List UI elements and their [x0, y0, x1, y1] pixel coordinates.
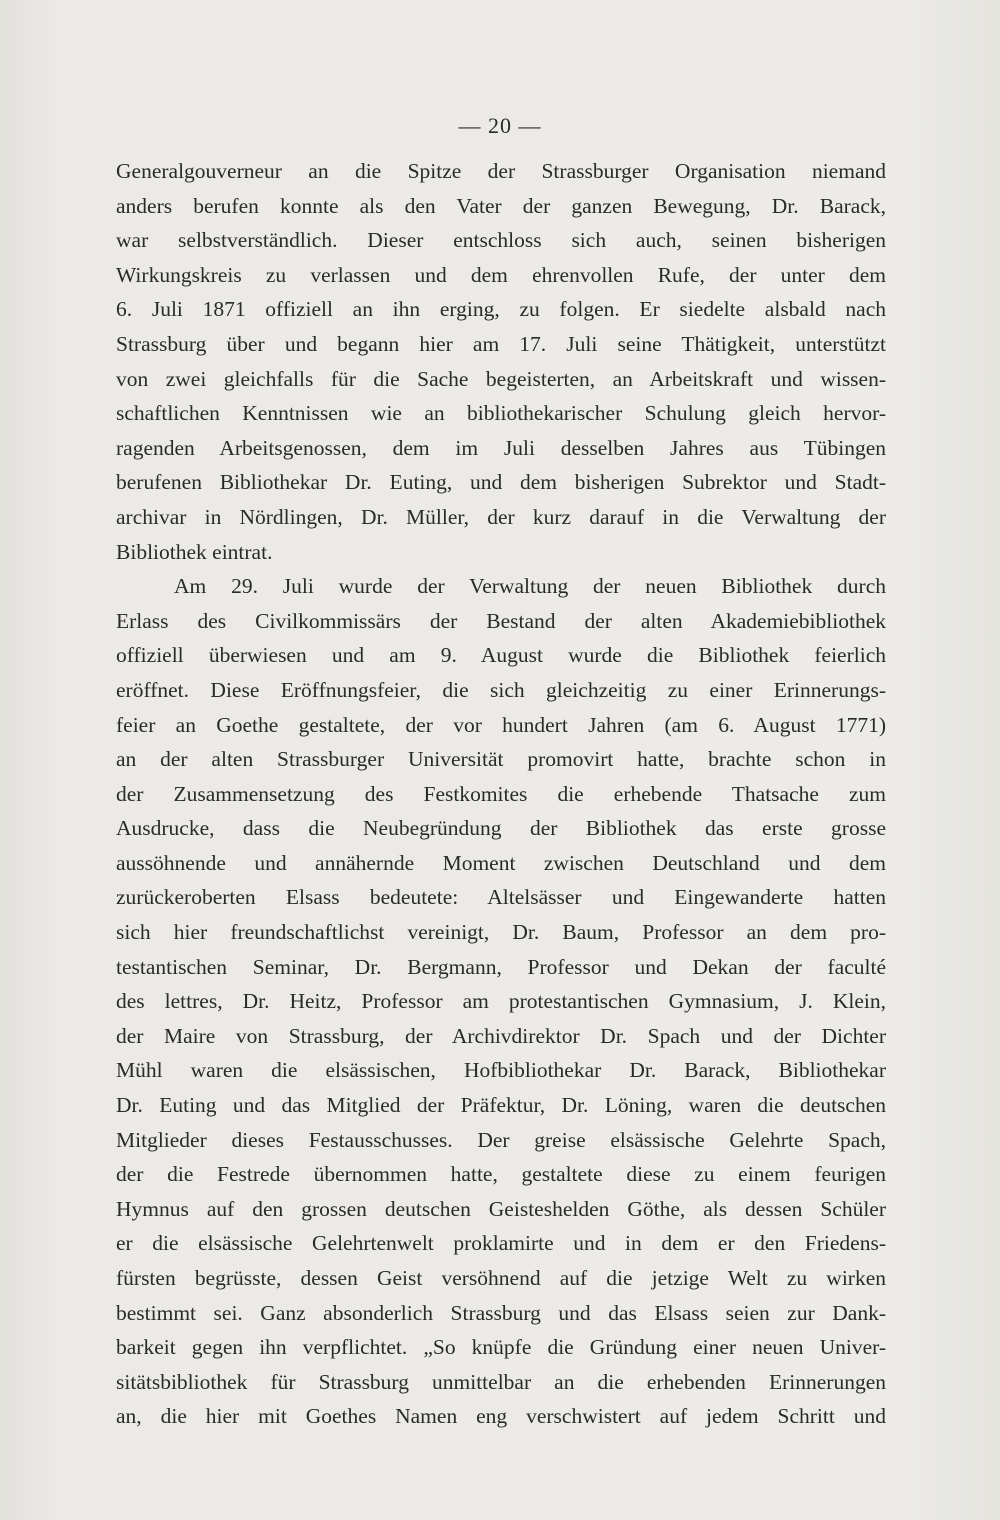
text-line: zurückeroberten Elsass bedeutete: Altelsässer und Eingewanderte hatten — [116, 885, 886, 910]
text-line: offiziell überwiesen und am 9. August wurde die Bibliothek feierlich — [116, 643, 886, 668]
text-line: Mühl waren die elsässischen, Hofbibliothekar Dr. Barack, Bibliothekar — [116, 1058, 886, 1083]
text-line: archivar in Nördlingen, Dr. Müller, der kurz darauf in die Verwaltung der — [116, 504, 886, 529]
text-line: war selbstverständlich. Dieser entschloss sich auch, seinen bisherigen — [116, 228, 886, 253]
page-number: — 20 — — [458, 113, 542, 138]
text-line: aussöhnende und annähernde Moment zwischen Deutschland und dem — [116, 850, 886, 875]
text-line: Mitglieder dieses Festausschusses. Der greise elsässische Gelehrte Spach, — [116, 1127, 886, 1152]
paragraph-1 — [116, 154, 886, 569]
text-line: Am 29. Juli wurde der Verwaltung der neuen Bibliothek durch — [174, 574, 886, 599]
text-line: an der alten Strassburger Universität promovirt hatte, brachte schon in — [116, 747, 886, 772]
text-line: des lettres, Dr. Heitz, Professor am protestantischen Gymnasium, J. Klein, — [116, 989, 886, 1014]
text-line: Bibliothek eintrat. — [116, 539, 273, 564]
text-line: Strassburg über und begann hier am 17. Juli seine Thätigkeit, unterstützt — [116, 331, 886, 356]
text-line: barkeit gegen ihn verpflichtet. „So knüpfe die Gründung einer neuen Univer- — [116, 1335, 886, 1360]
text-line: testantischen Seminar, Dr. Bergmann, Professor und Dekan der faculté — [116, 954, 886, 979]
text-line: schaftlichen Kenntnissen wie an bibliothekarischer Schulung gleich hervor- — [116, 401, 886, 426]
paragraph-2 — [116, 569, 886, 1434]
text-line: ragenden Arbeitsgenossen, dem im Juli desselben Jahres aus Tübingen — [116, 435, 886, 460]
text-line: sich hier freundschaftlichst vereinigt, Dr. Baum, Professor an dem pro- — [116, 920, 886, 945]
text-line: Dr. Euting und das Mitglied der Präfektur, Dr. Löning, waren die deutschen — [116, 1093, 886, 1118]
text-line: der Zusammensetzung des Festkomites die erhebende Thatsache zum — [116, 781, 886, 806]
text-line: Wirkungskreis zu verlassen und dem ehrenvollen Rufe, der unter dem — [116, 262, 886, 287]
text-line: an, die hier mit Goethes Namen eng verschwistert auf jedem Schritt und — [116, 1404, 886, 1429]
text-line: 6. Juli 1871 offiziell an ihn erging, zu folgen. Er siedelte alsbald nach — [116, 297, 886, 322]
text-line: bestimmt sei. Ganz absonderlich Strassburg und das Elsass seien zur Dank- — [116, 1300, 886, 1325]
text-line: Erlass des Civilkommissärs der Bestand der alten Akademiebibliothek — [116, 608, 886, 633]
text-line: fürsten begrüsste, dessen Geist versöhnend auf die jetzige Welt zu wirken — [116, 1266, 886, 1290]
text-line: Generalgouverneur an die Spitze der Strassburger Organisation niemand — [116, 159, 886, 183]
text-line: anders berufen konnte als den Vater der ganzen Bewegung, Dr. Barack, — [116, 193, 886, 218]
text-line: der Maire von Strassburg, der Archivdirektor Dr. Spach und der Dichter — [116, 1023, 886, 1048]
text-line: der die Festrede übernommen hatte, gestaltete diese zu einem feurigen — [116, 1162, 886, 1187]
text-line: er die elsässische Gelehrtenwelt proklamirte und in dem er den Friedens- — [116, 1231, 886, 1256]
text-line: berufenen Bibliothekar Dr. Euting, und dem bisherigen Subrektor und Stadt- — [116, 470, 886, 495]
text-line: Hymnus auf den grossen deutschen Geisteshelden Göthe, als dessen Schüler — [116, 1196, 886, 1221]
text-body — [116, 154, 886, 1434]
text-line: von zwei gleichfalls für die Sache begeisterten, an Arbeitskraft und wissen- — [116, 366, 886, 391]
text-line: eröffnet. Diese Eröffnungsfeier, die sich gleichzeitig zu einer Erinnerungs- — [116, 677, 886, 702]
text-line: feier an Goethe gestaltete, der vor hundert Jahren (am 6. August 1771) — [116, 712, 886, 737]
text-line: Ausdrucke, dass die Neubegründung der Bibliothek das erste grosse — [116, 816, 886, 841]
text-line: sitätsbibliothek für Strassburg unmittelbar an die erhebenden Erinnerungen — [116, 1369, 886, 1394]
